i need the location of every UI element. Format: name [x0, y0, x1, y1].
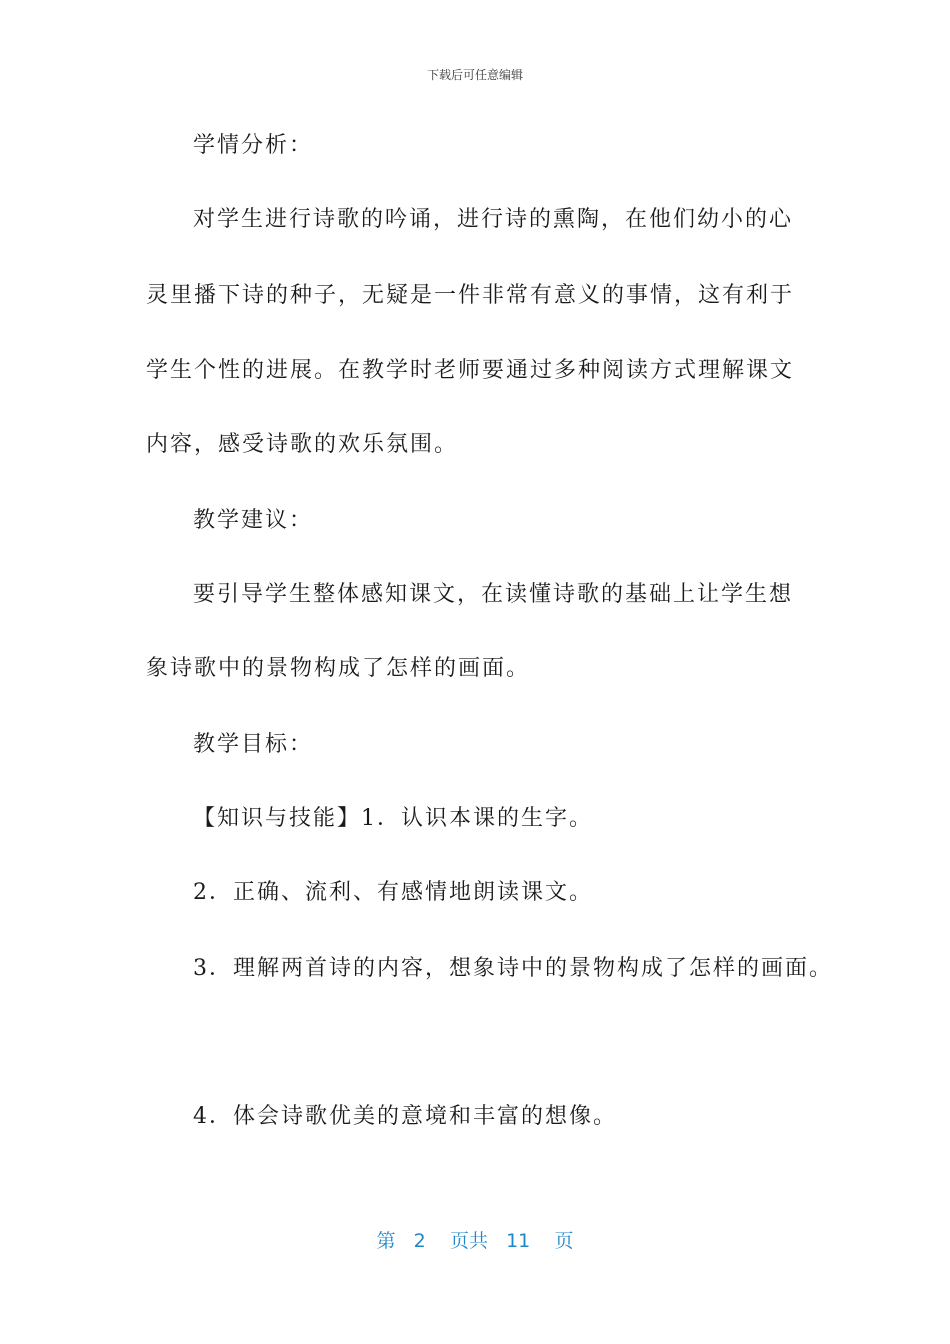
- goal-item-2: 2．正确、流利、有感情地朗读课文。: [193, 880, 593, 905]
- total-pages-number: 11: [506, 1230, 531, 1252]
- header-note: 下载后可任意编辑: [426, 68, 523, 82]
- paragraph-line: 内容，感受诗歌的欢乐氛围。: [146, 432, 459, 457]
- goal-item-4: 4．体会诗歌优美的意境和丰富的想像。: [193, 1104, 617, 1129]
- paragraph-line: 要引导学生整体感知课文，在读懂诗歌的基础上让学生想: [193, 582, 794, 607]
- paragraph-line: 象诗歌中的景物构成了怎样的画面。: [146, 656, 531, 681]
- page-suffix: 页: [554, 1230, 574, 1252]
- heading-teaching-goals: 教学目标：: [193, 732, 314, 757]
- goal-item-3: 3．理解两首诗的内容，想象诗中的景物构成了怎样的画面。: [193, 956, 833, 981]
- heading-learning-analysis: 学情分析：: [193, 133, 314, 158]
- page-mid-text: 页共: [449, 1230, 488, 1252]
- goal-item-1: 【知识与技能】1．认识本课的生字。: [193, 806, 593, 831]
- current-page-number: 2: [413, 1230, 426, 1252]
- heading-teaching-suggestions: 教学建议：: [193, 508, 314, 533]
- paragraph-line: 灵里播下诗的种子，无疑是一件非常有意义的事情，这有利于: [146, 283, 795, 308]
- page-prefix: 第: [376, 1230, 396, 1252]
- page-footer: [0, 1226, 950, 1253]
- paragraph-line: 学生个性的进展。在教学时老师要通过多种阅读方式理解课文: [146, 358, 795, 383]
- paragraph-line: 对学生进行诗歌的吟诵，进行诗的熏陶，在他们幼小的心: [193, 207, 794, 232]
